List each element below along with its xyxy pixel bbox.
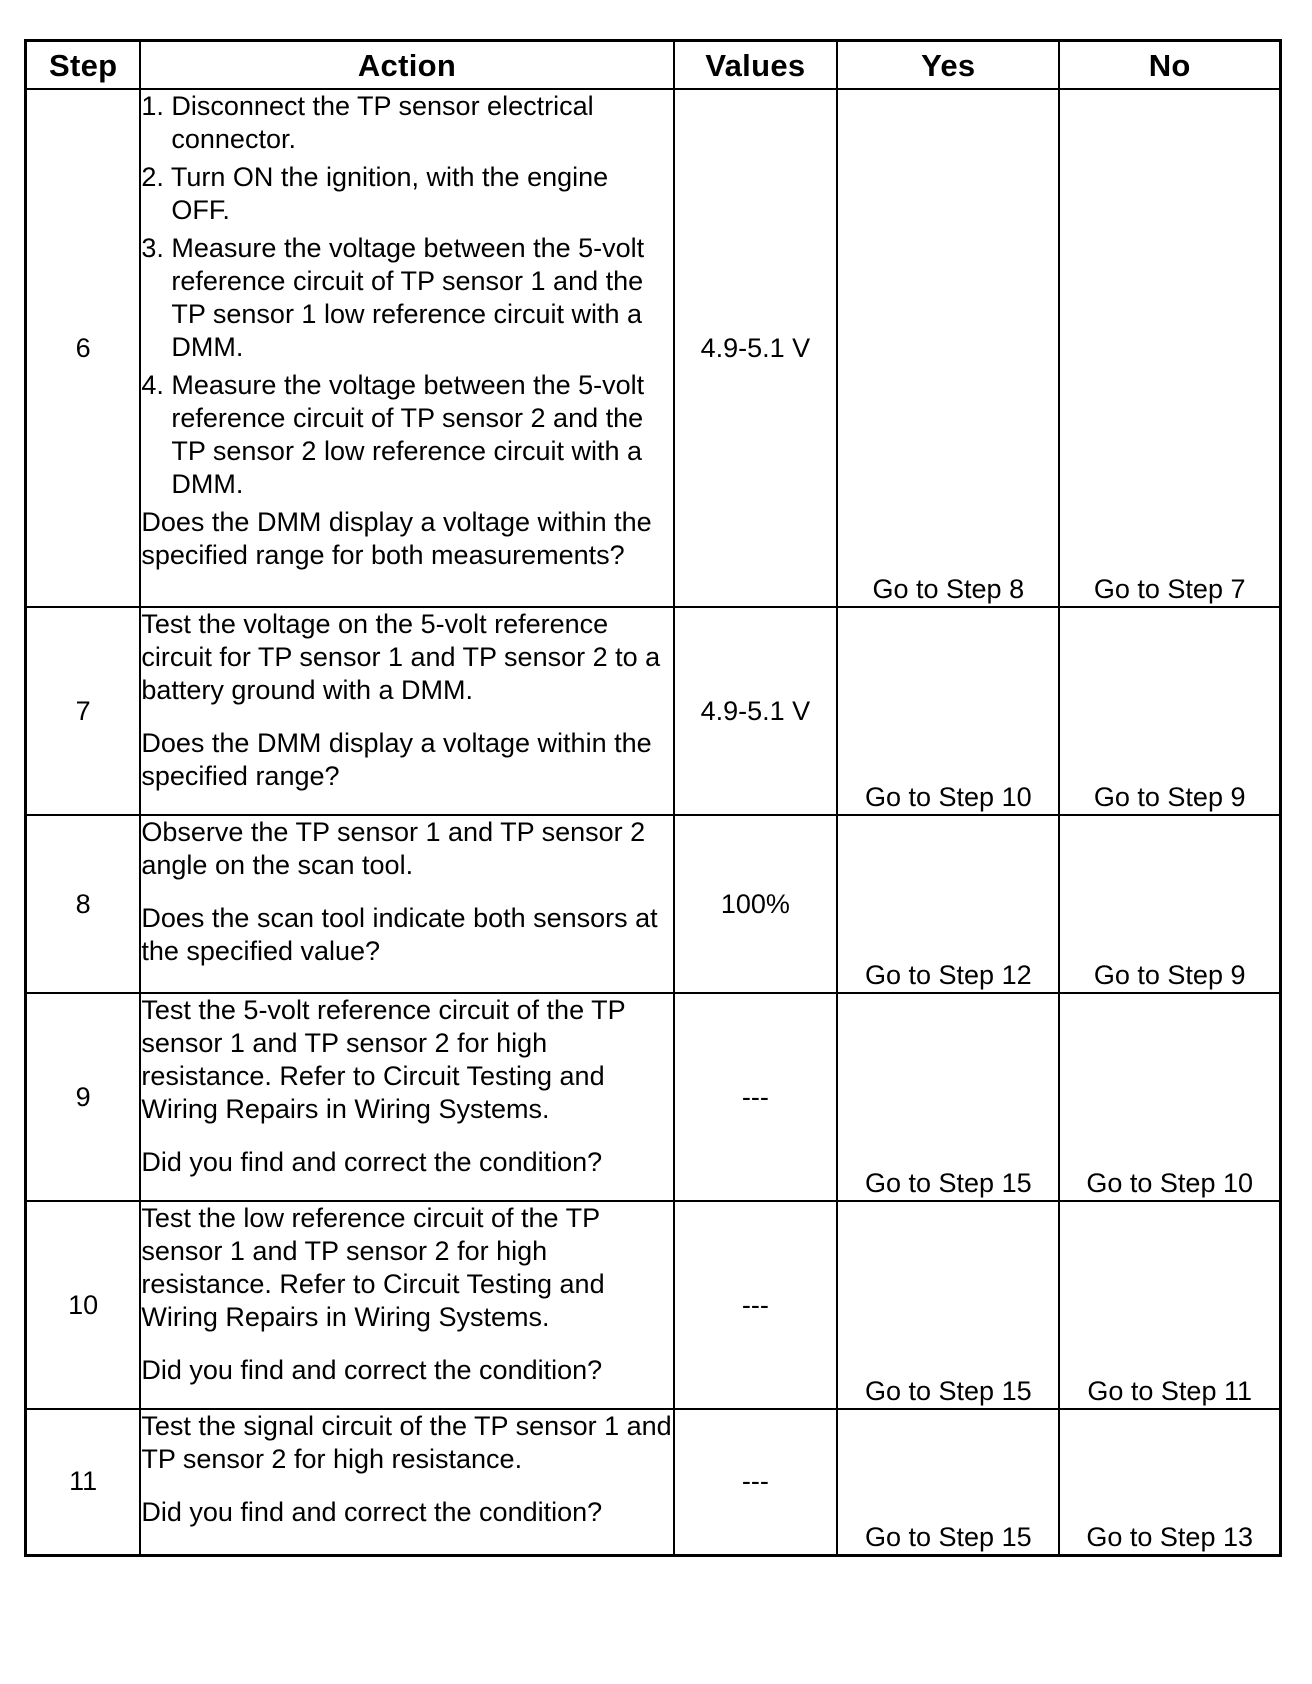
no-cell: Go to Step 9 xyxy=(1059,815,1280,993)
action-cell xyxy=(140,815,673,993)
list-item: 4. Measure the voltage between the 5-volt reference circuit of TP sensor 2 and the TP sensor 2 low reference circuit with a DMM. xyxy=(141,370,645,499)
table-row xyxy=(26,1201,1281,1409)
table-row xyxy=(26,1409,1281,1555)
step-number: 10 xyxy=(26,1201,141,1409)
action-text: Test the signal circuit of the TP sensor 1 and TP sensor 2 for high resistance. xyxy=(141,1411,672,1474)
diagnostic-table xyxy=(24,39,1282,1557)
list-item: 2. Turn ON the ignition, with the engine OFF. xyxy=(141,162,609,225)
header-no: No xyxy=(1059,41,1280,90)
action-text: Test the voltage on the 5-volt reference circuit for TP sensor 1 and TP sensor 2 to a battery ground with a DMM. xyxy=(141,609,661,705)
action-cell xyxy=(140,89,673,607)
header-action: Action xyxy=(140,41,673,90)
step-number: 8 xyxy=(26,815,141,993)
action-list xyxy=(141,90,672,501)
value-cell: 4.9-5.1 V xyxy=(674,89,838,607)
action-question: Does the scan tool indicate both sensors at the specified value? xyxy=(141,903,658,966)
step-number: 6 xyxy=(26,89,141,607)
table-row xyxy=(26,607,1281,815)
header-values: Values xyxy=(674,41,838,90)
action-cell xyxy=(140,993,673,1201)
action-text: Observe the TP sensor 1 and TP sensor 2 angle on the scan tool. xyxy=(141,817,646,880)
value-cell: 100% xyxy=(674,815,838,993)
action-cell xyxy=(140,607,673,815)
header-yes: Yes xyxy=(837,41,1059,90)
action-question: Does the DMM display a voltage within the specified range? xyxy=(141,728,652,791)
yes-cell: Go to Step 15 xyxy=(837,1201,1059,1409)
action-question: Does the DMM display a voltage within the specified range for both measurements? xyxy=(141,507,652,570)
step-number: 11 xyxy=(26,1409,141,1555)
value-cell: 4.9-5.1 V xyxy=(674,607,838,815)
list-item: 1. Disconnect the TP sensor electrical connector. xyxy=(141,91,594,154)
yes-cell: Go to Step 12 xyxy=(837,815,1059,993)
yes-cell: Go to Step 15 xyxy=(837,993,1059,1201)
table-row xyxy=(26,993,1281,1201)
yes-cell: Go to Step 8 xyxy=(837,89,1059,607)
no-cell: Go to Step 11 xyxy=(1059,1201,1280,1409)
no-cell: Go to Step 7 xyxy=(1059,89,1280,607)
action-text: Test the 5-volt reference circuit of the TP sensor 1 and TP sensor 2 for high resistance. Refer to Circuit Testing and Wiring Repairs in Wiring Systems. xyxy=(141,995,626,1124)
header-step: Step xyxy=(26,41,141,90)
action-cell xyxy=(140,1409,673,1555)
no-cell: Go to Step 13 xyxy=(1059,1409,1280,1555)
action-question: Did you find and correct the condition? xyxy=(141,1355,603,1385)
value-cell: --- xyxy=(674,993,838,1201)
no-cell: Go to Step 9 xyxy=(1059,607,1280,815)
step-number: 7 xyxy=(26,607,141,815)
action-text: Test the low reference circuit of the TP sensor 1 and TP sensor 2 for high resistance. Refer to Circuit Testing and Wiring Repairs in Wiring Systems. xyxy=(141,1203,605,1332)
table-row xyxy=(26,815,1281,993)
no-cell: Go to Step 10 xyxy=(1059,993,1280,1201)
list-item: 3. Measure the voltage between the 5-volt reference circuit of TP sensor 1 and the TP sensor 1 low reference circuit with a DMM. xyxy=(141,233,645,362)
table-row xyxy=(26,89,1281,607)
value-cell: --- xyxy=(674,1409,838,1555)
header-row xyxy=(26,41,1281,90)
step-number: 9 xyxy=(26,993,141,1201)
yes-cell: Go to Step 15 xyxy=(837,1409,1059,1555)
value-cell: --- xyxy=(674,1201,838,1409)
yes-cell: Go to Step 10 xyxy=(837,607,1059,815)
action-cell xyxy=(140,1201,673,1409)
action-question: Did you find and correct the condition? xyxy=(141,1497,603,1527)
action-question: Did you find and correct the condition? xyxy=(141,1147,603,1177)
